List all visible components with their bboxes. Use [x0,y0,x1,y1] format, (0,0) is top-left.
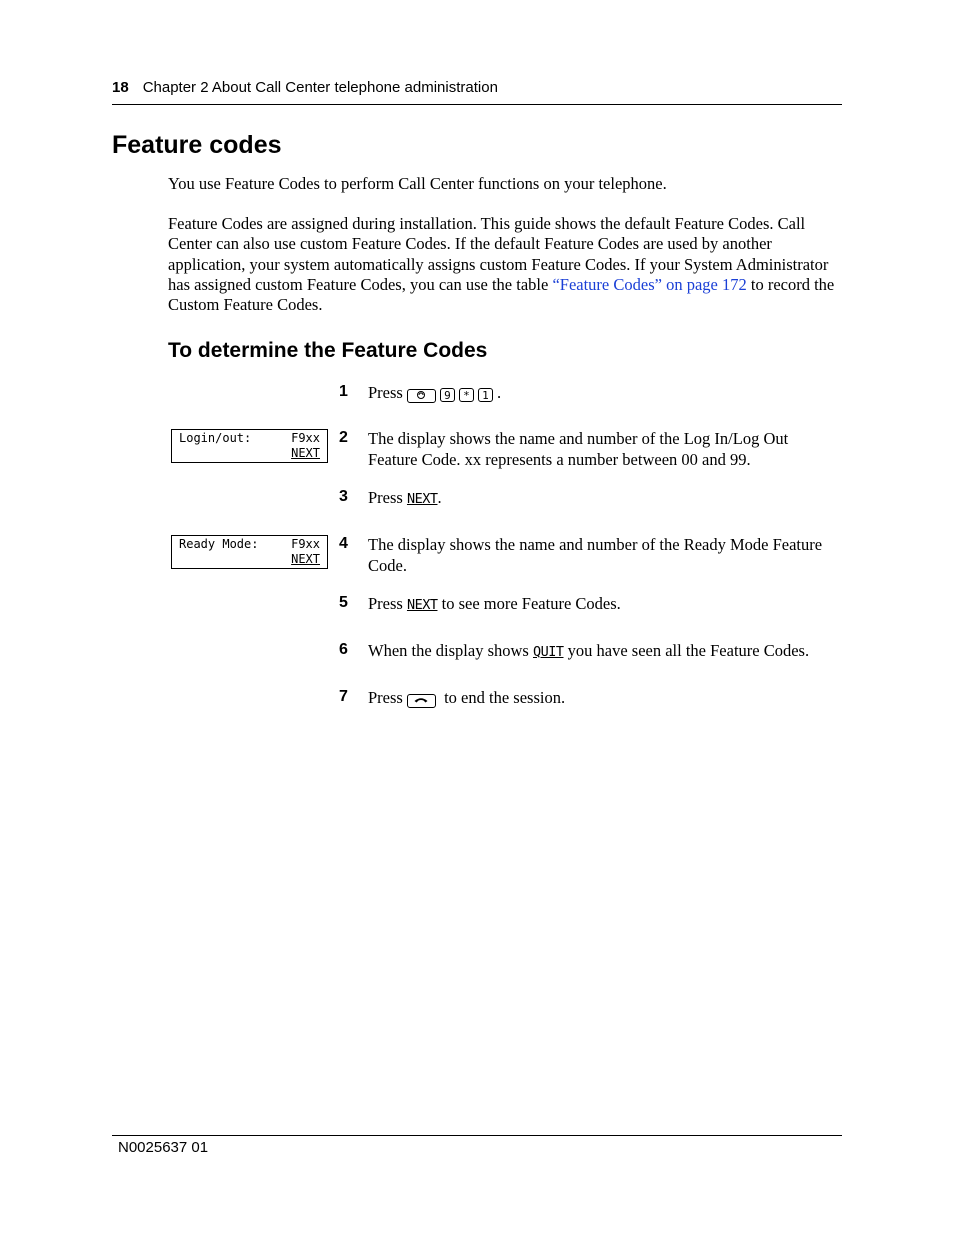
step-before: Press [368,488,407,507]
step-after: to end the session. [439,688,566,707]
display-softkey: NEXT [291,552,320,566]
step-label: Press [368,383,403,402]
step-number: 7 [339,688,348,705]
step-text [368,487,838,510]
key-1: 1 [478,388,493,402]
page-number: 18 [112,79,129,96]
step-text [368,640,838,663]
telephone-display [171,429,328,463]
display-line-1: Ready Mode: [179,537,259,551]
display-line-1: Login/out: [179,431,252,445]
step-number: 1 [339,383,348,400]
release-key-icon [407,694,436,708]
step-text: The display shows the name and number of the Ready Mode Feature Code. [368,535,823,575]
step-text: The display shows the name and number of the Log In/Log Out Feature Code. xx represents a number between 00 and 99. [368,429,789,469]
feature-codes-link[interactable]: “Feature Codes” on page 172 [552,274,747,294]
step-before: Press [368,688,407,707]
feature-key-icon [407,389,436,403]
step-number: 2 [339,429,348,446]
key-star: * [459,388,474,402]
quit-softkey: QUIT [532,644,564,660]
next-softkey: NEXT [406,491,438,507]
description-paragraph [168,214,840,315]
step-number: 3 [339,488,348,505]
section-title: Feature codes [112,131,282,159]
step-after: . [437,488,442,507]
step-text [368,593,838,616]
footer-rule [112,1135,842,1136]
step-before: Press [368,594,407,613]
telephone-display [171,535,328,569]
intro-paragraph: You use Feature Codes to perform Call Center functions on your telephone. [168,174,667,193]
step-number: 5 [339,594,348,611]
description-text-before: Feature Codes are assigned during installation. This guide shows the default Feature Codes. Call Center can also use custom Feature Codes. If the default Feature Codes are used by another application, your system automatically assigns custom Feature Codes. If your System Administrator has assigned custom Feature Codes, you can use the table [168,214,829,294]
step-after: to see more Feature Codes. [437,594,621,613]
key-9: 9 [440,388,455,402]
document-number: N0025637 01 [118,1139,209,1156]
display-code: F9xx [291,431,320,445]
running-header [112,79,498,96]
chapter-title: Chapter 2 About Call Center telephone administration [142,79,498,96]
next-softkey: NEXT [406,597,438,613]
step-after: you have seen all the Feature Codes. [563,641,810,660]
step-punct: . [496,383,502,402]
display-code: F9xx [291,537,320,551]
step-before: When the display shows [368,641,533,660]
description-text-after: to record the Custom Feature Codes. [168,274,835,315]
step-text [368,687,838,708]
step-number: 6 [339,641,348,658]
display-softkey: NEXT [291,446,320,460]
header-rule [112,104,842,105]
step-text [368,382,838,403]
step-number: 4 [339,535,348,552]
procedure-title: To determine the Feature Codes [168,339,488,362]
